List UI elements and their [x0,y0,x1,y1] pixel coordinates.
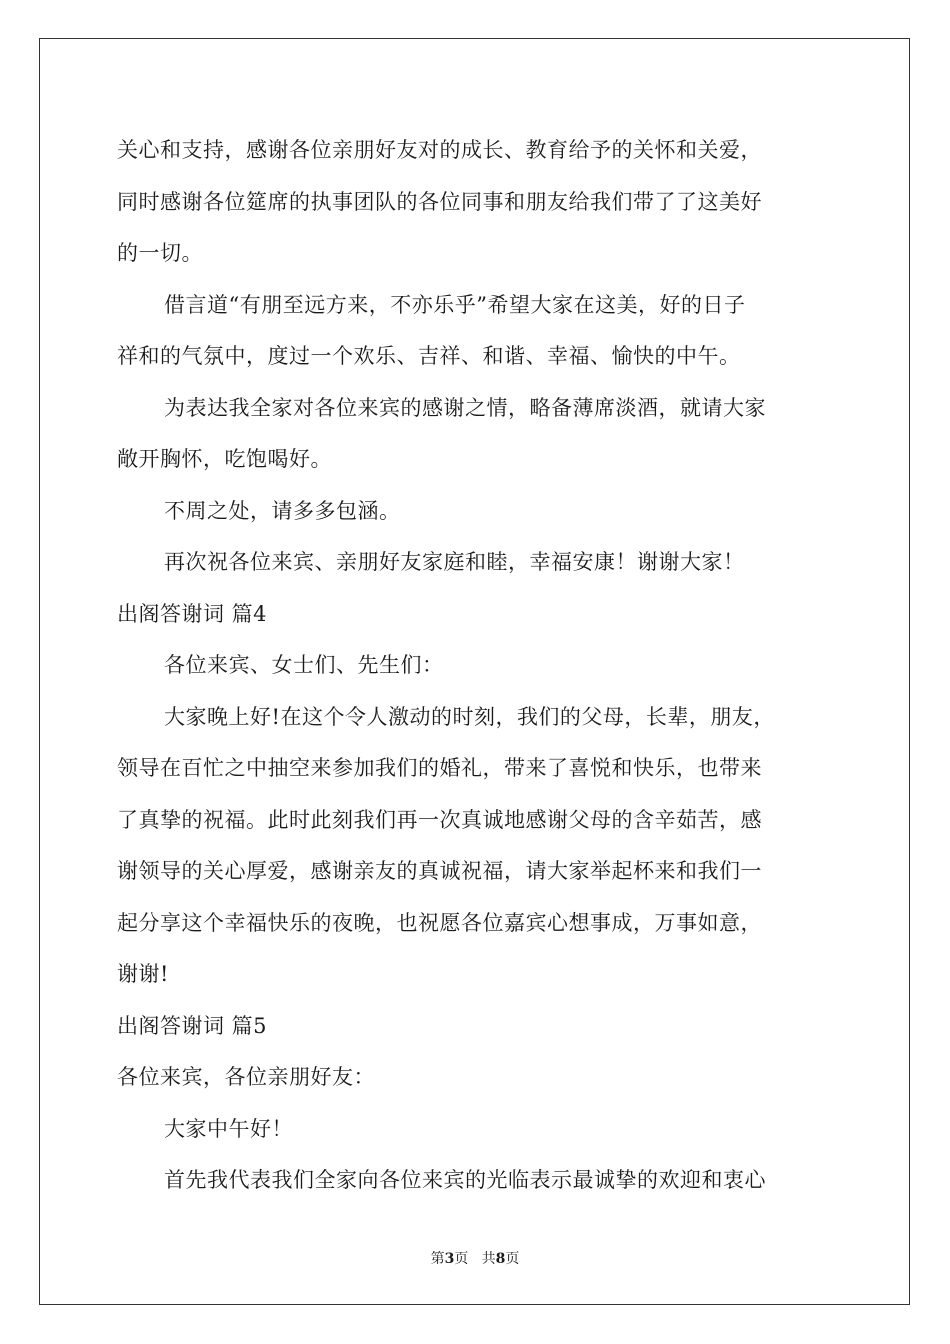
text-line: 再次祝各位来宾、亲朋好友家庭和睦，幸福安康！谢谢大家！ [164,550,745,574]
total-pages: 8 [495,1251,506,1267]
text-line: 领导在百忙之中抽空来参加我们的婚礼，带来了喜悦和快乐，也带来 [117,756,762,780]
total-suffix: 页 [505,1251,520,1267]
text-line: 为表达我全家对各位来宾的感谢之情，略备薄席淡酒，就请大家 [164,395,766,420]
section-heading: 出阁答谢词 篇5 [117,1013,268,1038]
text-line: 的一切。 [117,241,203,265]
section-heading: 出阁答谢词 篇4 [117,601,268,626]
page-prefix: 第 [430,1251,445,1267]
page-number: 3 [444,1251,455,1267]
text-line: 关心和支持，感谢各位亲朋好友对的成长、教育给予的关怀和关爱， [117,138,762,162]
text-line: 各位来宾，各位亲朋好友： [117,1065,375,1089]
text-line: 各位来宾、女士们、先生们： [164,653,444,677]
page-footer [0,1248,950,1268]
text-line: 起分享这个幸福快乐的夜晚，也祝愿各位嘉宾心想事成，万事如意， [117,910,762,935]
document-body [117,125,857,1207]
text-line: 了真挚的祝福。此时此刻我们再一次真诚地感谢父母的含辛茹苦，感 [117,807,762,832]
text-line: 借言道“有朋至远方来，不亦乐乎”希望大家在这美，好的日子 [164,292,746,317]
text-line: 大家晚上好!在这个令人激动的时刻，我们的父母，长辈，朋友， [164,704,775,729]
text-line: 同时感谢各位筵席的执事团队的各位同事和朋友给我们带了了这美好 [117,189,762,214]
text-line: 谢谢! [117,962,169,986]
page-suffix: 页 [454,1251,469,1267]
text-line: 敞开胸怀，吃饱喝好。 [117,447,332,471]
text-line: 谢领导的关心厚爱，感谢亲友的真诚祝福，请大家举起杯来和我们一 [117,859,762,883]
text-line: 大家中午好！ [164,1116,293,1141]
total-prefix: 共 [481,1251,496,1267]
text-line: 首先我代表我们全家向各位来宾的光临表示最诚挚的欢迎和衷心 [164,1168,766,1192]
text-line: 不周之处，请多多包涵。 [164,498,401,523]
text-line: 祥和的气氛中，度过一个欢乐、吉祥、和谐、幸福、愉快的中午。 [117,344,741,368]
